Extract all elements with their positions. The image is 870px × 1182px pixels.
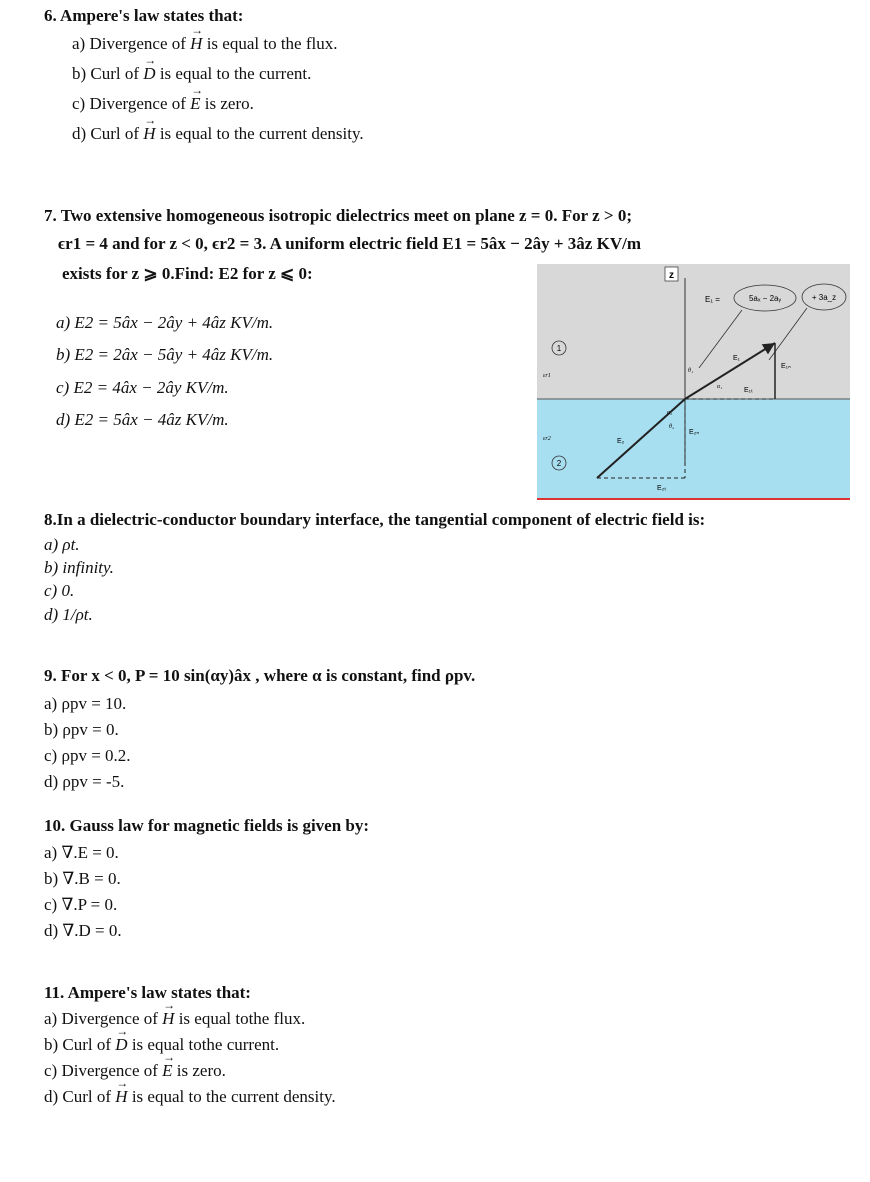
q10-title: 10. Gauss law for magnetic fields is given by: bbox=[44, 816, 370, 835]
component-normal-label: + 3a_z bbox=[811, 293, 837, 302]
q7-option-c: c) E2 = 4âx − 2ây KV/m. bbox=[56, 378, 229, 397]
alpha2-label: α₂ bbox=[667, 410, 673, 416]
q6-option-a: a) Divergence of → H is equal to the flux. bbox=[72, 34, 337, 54]
q8-title: 8.In a dielectric-conductor boundary interface, the tangential component of electric field is: bbox=[44, 510, 706, 529]
q9-option-a: a) ρpv = 10. bbox=[44, 694, 127, 713]
q11-option-d: d) Curl of → H is equal to the current density. bbox=[44, 1087, 336, 1107]
q9-option-c: c) ρpv = 0.2. bbox=[44, 746, 131, 765]
q9-title: 9. For x < 0, P = 10 sin(αy)âx , where α is constant, find ρpv. bbox=[44, 666, 476, 685]
region-2-label: 2 bbox=[556, 459, 562, 468]
q8-option-c: c) 0. bbox=[44, 581, 75, 600]
q7-line-3: exists for z ⩾ 0.Find: E2 for z ⩽ 0: bbox=[62, 264, 313, 283]
q11-title: 11. Ampere's law states that: bbox=[44, 983, 251, 1002]
q10-option-d: d) ∇.D = 0. bbox=[44, 921, 122, 940]
e2-label: E₂ bbox=[617, 438, 625, 445]
q10-option-c: c) ∇.P = 0. bbox=[44, 895, 118, 914]
q8-option-a: a) ρt. bbox=[44, 535, 80, 554]
eps-r2-label: εr2 bbox=[543, 436, 551, 442]
q9-option-b: b) ρpv = 0. bbox=[44, 720, 119, 739]
q7-option-d: d) E2 = 5âx − 4âz KV/m. bbox=[56, 410, 229, 429]
q8-option-b: b) infinity. bbox=[44, 558, 114, 577]
region-lower-dielectric bbox=[537, 399, 850, 498]
alpha1-label: α₁ bbox=[717, 384, 723, 390]
e2n-label: E₂ₙ bbox=[689, 429, 700, 436]
q7-line-2: ϵr1 = 4 and for z < 0, ϵr2 = 3. A uniform electric field E1 = 5âx − 2ây + 3âz KV/m bbox=[58, 234, 641, 253]
eps-r1-label: εr1 bbox=[543, 373, 551, 379]
q7-line-1: 7. Two extensive homogeneous isotropic dielectrics meet on plane z = 0. For z > 0; bbox=[44, 206, 633, 225]
theta1-label: θ₁ bbox=[688, 368, 694, 374]
q7-option-a: a) E2 = 5âx − 2ây + 4âz KV/m. bbox=[56, 313, 274, 332]
q11-option-b: b) Curl of → D is equal tothe current. bbox=[44, 1035, 279, 1055]
q10-option-b: b) ∇.B = 0. bbox=[44, 869, 121, 888]
q6-option-c: c) Divergence of → E is zero. bbox=[72, 94, 254, 114]
q6-title: 6. Ampere's law states that: bbox=[44, 6, 244, 25]
component-tangential-label: 5aₓ − 2aᵧ bbox=[748, 294, 782, 303]
e1t-label: E₁ₜ bbox=[744, 387, 754, 394]
q8-option-d: d) 1/ρt. bbox=[44, 605, 93, 624]
e1-equation-label: E₁ = bbox=[705, 295, 720, 304]
q6-option-b: b) Curl of → D is equal to the current. bbox=[72, 64, 311, 84]
z-axis-label: z bbox=[669, 270, 674, 281]
q10-option-a: a) ∇.E = 0. bbox=[44, 843, 119, 862]
region-upper-dielectric bbox=[537, 264, 850, 399]
region-1-label: 1 bbox=[556, 344, 562, 353]
e1-label: E₁ bbox=[733, 355, 741, 362]
q6-option-d: d) Curl of → H is equal to the current density. bbox=[72, 124, 364, 144]
boundary-diagram bbox=[537, 264, 850, 500]
q7-option-b: b) E2 = 2âx − 5ây + 4âz KV/m. bbox=[56, 345, 274, 364]
q11-option-c: c) Divergence of → E is zero. bbox=[44, 1061, 226, 1081]
q11-option-a: a) Divergence of → H is equal tothe flux. bbox=[44, 1009, 305, 1029]
e1n-label: E₁ₙ bbox=[781, 363, 791, 370]
theta2-label: θ₂ bbox=[669, 424, 675, 430]
e2t-label: E₂ₜ bbox=[657, 485, 667, 492]
q9-option-d: d) ρpv = -5. bbox=[44, 772, 125, 791]
